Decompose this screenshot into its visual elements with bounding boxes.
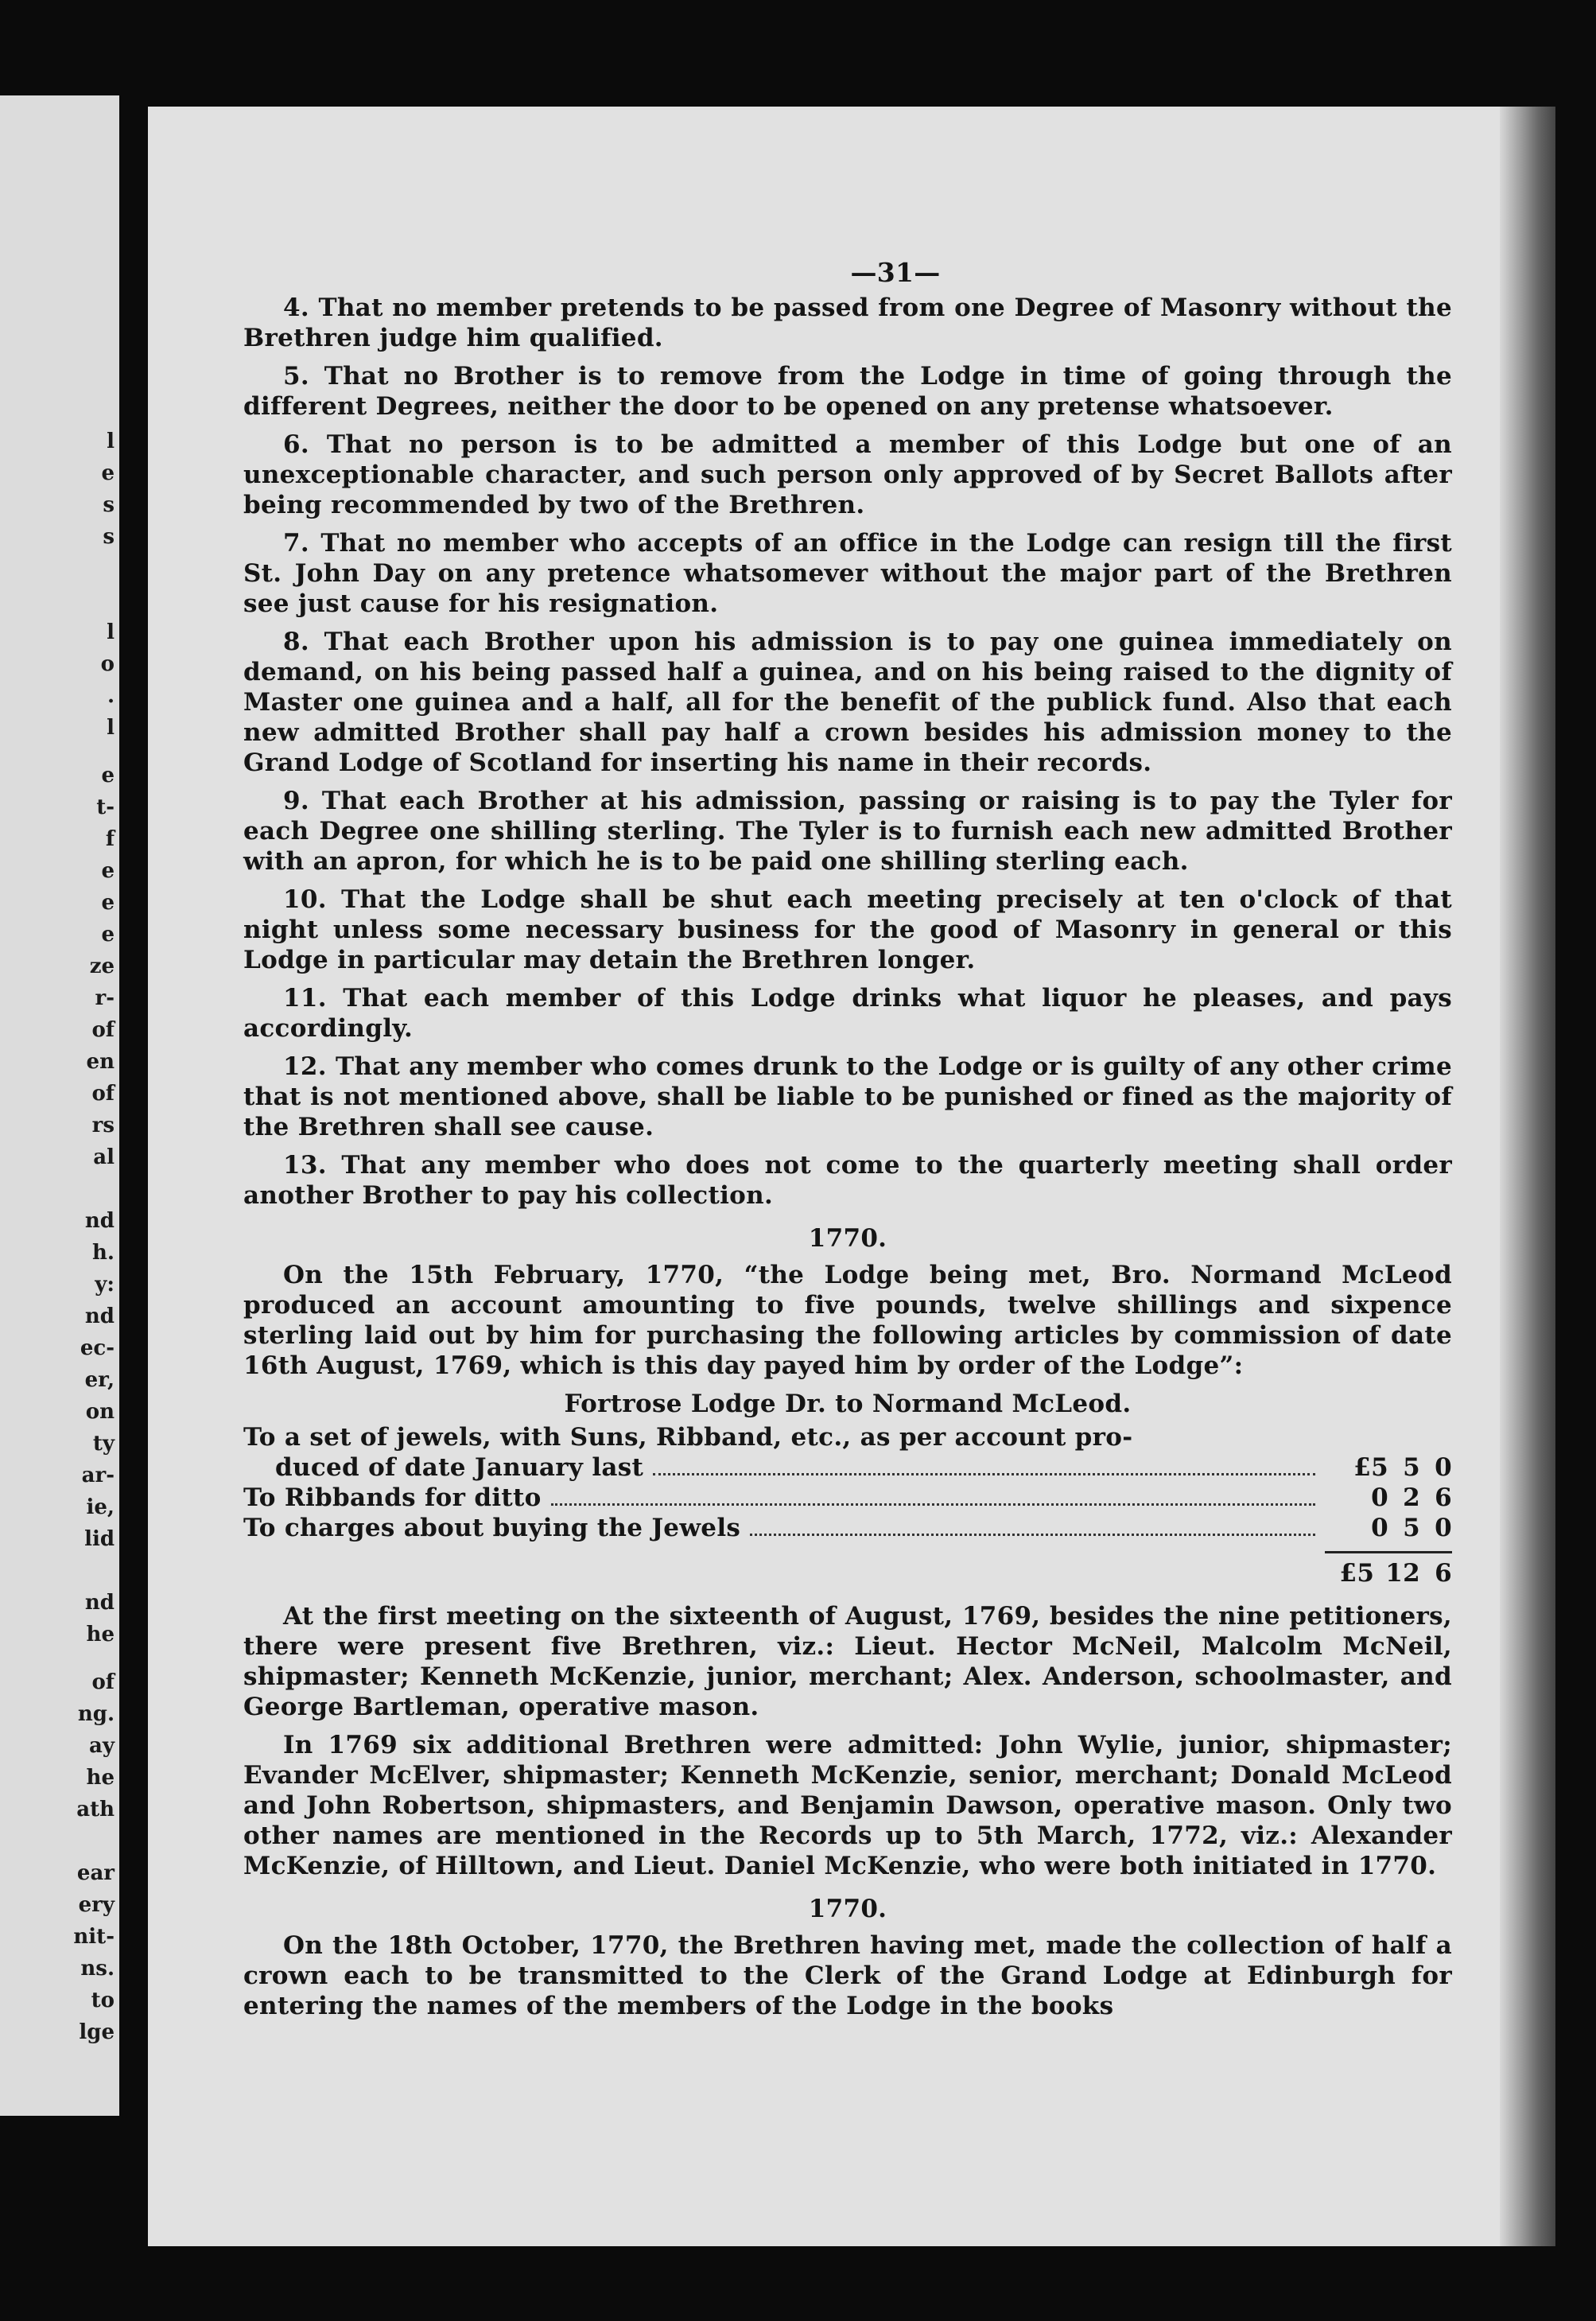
left-margin-fragment: of bbox=[91, 1018, 115, 1042]
pounds: 0 bbox=[1371, 1514, 1388, 1542]
pence: 0 bbox=[1435, 1514, 1452, 1542]
left-margin-fragment: e bbox=[101, 764, 115, 787]
shillings: 2 bbox=[1403, 1483, 1420, 1512]
left-margin-fragment: en bbox=[86, 1050, 115, 1074]
paragraph-october: On the 18th October, 1770, the Brethren having met, made the collection of half a crown each to be transmitted to the Clerk of the Grand Lodge at Edinburgh for entering the names of the members of the Lodge in the books bbox=[243, 1931, 1452, 2020]
rule-13: 13. That any member who does not come to the quarterly meeting shall order another Brother to pay his collection. bbox=[243, 1151, 1452, 1210]
left-margin-fragment: y: bbox=[95, 1273, 115, 1297]
left-margin-fragment: ear bbox=[76, 1861, 115, 1885]
left-margin-fragment: ath bbox=[76, 1798, 115, 1821]
year-heading-1: 1770. bbox=[808, 1224, 887, 1253]
left-margin-fragment: ns. bbox=[80, 1957, 115, 1981]
left-margin-fragment: s bbox=[103, 493, 115, 517]
leader-dots bbox=[750, 1534, 1315, 1536]
total-shillings: 12 bbox=[1385, 1559, 1420, 1588]
rule-7: 7. That no member who accepts of an office in the Lodge can resign till the first St. John Day on any pretence whatsomever without the major part of the Brethren see just cause for his resignation. bbox=[243, 529, 1452, 618]
left-margin-fragment: e bbox=[101, 859, 115, 883]
account-row-label: To Ribbands for ditto bbox=[243, 1483, 542, 1512]
page-number: —31— bbox=[850, 257, 941, 288]
rule-5: 5. That no Brother is to remove from the Lodge in time of going through the different Degrees, neither the door to be opened on any pretense whatsoever. bbox=[243, 362, 1452, 421]
account-row-label: To a set of jewels, with Suns, Ribband, etc., as per account pro- bbox=[243, 1423, 1133, 1452]
left-page-fragment bbox=[0, 95, 119, 2116]
left-margin-fragment: he bbox=[86, 1623, 115, 1646]
left-margin-fragment: h. bbox=[92, 1241, 115, 1265]
left-margin-fragment: of bbox=[91, 1082, 115, 1106]
pence: 0 bbox=[1435, 1453, 1452, 1482]
total-pence: 6 bbox=[1435, 1559, 1452, 1588]
left-margin-fragment: t- bbox=[96, 795, 115, 819]
left-margin-fragment: to bbox=[91, 1989, 115, 2012]
left-margin-fragment: ze bbox=[89, 954, 115, 978]
left-margin-fragment: of bbox=[91, 1670, 115, 1694]
left-margin-fragment: al bbox=[93, 1145, 115, 1169]
account-row-label-cont: duced of date January last bbox=[275, 1453, 644, 1482]
rule-11: 11. That each member of this Lodge drinks what liquor he pleases, and pays accordingly. bbox=[243, 984, 1452, 1043]
left-margin-fragment: lge bbox=[79, 2020, 115, 2044]
page-content bbox=[243, 258, 1452, 2029]
leader-dots bbox=[551, 1503, 1315, 1506]
left-margin-fragment: he bbox=[86, 1766, 115, 1790]
shillings: 5 bbox=[1403, 1514, 1420, 1542]
rule-4: 4. That no member pretends to be passed from one Degree of Masonry without the Brethren judge him qualified. bbox=[243, 294, 1452, 352]
left-margin-fragment: l bbox=[107, 620, 115, 644]
rule-6: 6. That no person is to be admitted a member of this Lodge but one of an unexceptionable character, and such person only approved of by Secret Ballots after being recommended by two of the Brethren. bbox=[243, 430, 1452, 519]
left-margin-fragment: e bbox=[101, 923, 115, 947]
left-margin-fragment: lid bbox=[84, 1527, 115, 1551]
left-margin-fragment: ie, bbox=[86, 1495, 115, 1519]
account-total-rule bbox=[1325, 1551, 1452, 1553]
page bbox=[148, 107, 1555, 2246]
rule-12: 12. That any member who comes drunk to the Lodge or is guilty of any other crime that is not mentioned above, shall be liable to be punished or fined as the majority of the Brethren shall see cause. bbox=[243, 1052, 1452, 1141]
year-heading-2: 1770. bbox=[808, 1895, 887, 1923]
left-margin-fragment: rs bbox=[91, 1114, 115, 1137]
account-total bbox=[243, 1558, 1452, 1588]
left-margin-fragment: ar- bbox=[81, 1464, 115, 1487]
rule-10: 10. That the Lodge shall be shut each meeting precisely at ten o'clock of that night unless some necessary business for the good of Masonry in general or this Lodge in particular may detain the Brethren longer. bbox=[243, 885, 1452, 974]
total-pounds: £5 bbox=[1339, 1559, 1375, 1588]
account-amount bbox=[1325, 1513, 1452, 1543]
account-amount bbox=[1325, 1452, 1452, 1483]
left-margin-fragment: nd bbox=[84, 1209, 115, 1233]
account-amount bbox=[1325, 1483, 1452, 1513]
left-margin-fragment: r- bbox=[95, 986, 115, 1010]
left-margin-fragment: . bbox=[107, 684, 115, 708]
left-margin-fragment: l bbox=[107, 430, 115, 453]
book-spine bbox=[119, 80, 148, 2275]
shillings: 5 bbox=[1403, 1453, 1420, 1482]
left-margin-fragment: e bbox=[101, 891, 115, 915]
left-margin-fragment: l bbox=[107, 716, 115, 740]
account-row-ribbands bbox=[243, 1483, 1452, 1513]
pounds: 0 bbox=[1371, 1483, 1388, 1512]
pounds: £5 bbox=[1353, 1453, 1388, 1482]
left-margin-fragment: nit- bbox=[73, 1925, 115, 1949]
paragraph-february: On the 15th February, 1770, “the Lodge being met, Bro. Normand McLeod produced an account amounting to five pounds, twelve shillings and sixpence sterling laid out by him for purchasing the following articles by commission of date 16th August, 1769, which is this day payed him by order of the Lodge”: bbox=[243, 1261, 1452, 1380]
page-edge-shadow bbox=[1500, 107, 1555, 2246]
left-margin-fragment: nd bbox=[84, 1304, 115, 1328]
left-margin-fragment: ty bbox=[92, 1432, 115, 1456]
left-margin-fragment: e bbox=[101, 461, 115, 485]
paragraph-first-meeting: At the first meeting on the sixteenth of August, 1769, besides the nine petitioners, there were present five Brethren, viz.: Lieut. Hector McNeil, Malcolm McNeil, shipmaster; Kenneth McKenzie, junior, merchant; Alex. Anderson, schoolmaster, and George Bartleman, operative mason. bbox=[243, 1602, 1452, 1721]
account-row-jewels bbox=[243, 1422, 1452, 1483]
left-margin-fragment: o bbox=[100, 652, 115, 676]
paragraph-1769: In 1769 six additional Brethren were admitted: John Wylie, junior, shipmaster; Evander McElver, shipmaster; Kenneth McKenzie, senior, merchant; Donald McLeod and John Robertson, shipmasters, and Benjamin Dawson, operative mason. Only two other names are mentioned in the Records up to 5th March, 1772, viz.: Alexander McKenzie, of Hilltown, and Lieut. Daniel McKenzie, who were both initiated in 1770. bbox=[243, 1731, 1452, 1880]
left-margin-fragment: s bbox=[103, 525, 115, 549]
account-row-label: To charges about buying the Jewels bbox=[243, 1514, 741, 1542]
rule-9: 9. That each Brother at his admission, passing or raising is to pay the Tyler for each Degree one shilling sterling. The Tyler is to furnish each new admitted Brother with an apron, for which he is to be paid one shilling sterling each. bbox=[243, 787, 1452, 876]
left-margin-fragment: f bbox=[105, 827, 115, 851]
left-margin-fragment: ec- bbox=[80, 1336, 115, 1360]
left-margin-fragment: ay bbox=[89, 1734, 115, 1758]
left-margin-fragment: er, bbox=[84, 1368, 115, 1392]
left-margin-fragment: ery bbox=[78, 1893, 115, 1917]
account-row-charges bbox=[243, 1513, 1452, 1543]
leader-dots bbox=[653, 1473, 1315, 1475]
account-title: Fortrose Lodge Dr. to Normand McLeod. bbox=[564, 1390, 1132, 1418]
rule-8: 8. That each Brother upon his admission is to pay one guinea immediately on demand, on his being passed half a guinea, and on his being raised to the dignity of Master one guinea and a half, all for the benefit of the publick fund. Also that each new admitted Brother shall pay half a crown besides his admission money to the Grand Lodge of Scotland for inserting his name in their records. bbox=[243, 628, 1452, 777]
left-margin-fragment: on bbox=[85, 1400, 115, 1424]
pence: 6 bbox=[1435, 1483, 1452, 1512]
left-margin-fragment: nd bbox=[84, 1591, 115, 1615]
left-margin-fragment: ng. bbox=[77, 1702, 115, 1726]
